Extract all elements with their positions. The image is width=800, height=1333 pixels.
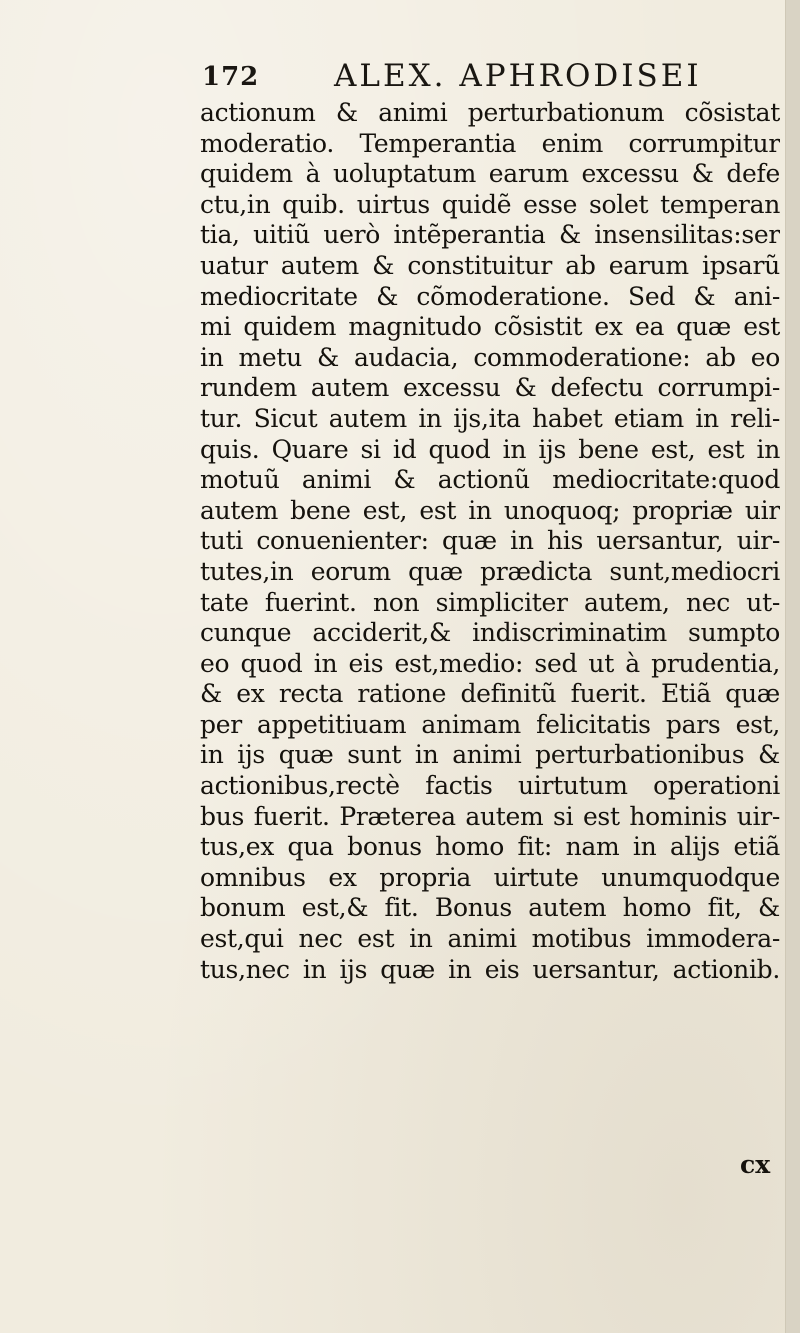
text-line: actionum & animi perturbationum cõsistat: [200, 98, 780, 127]
text-line: per appetitiuam animam felicitatis pars est,: [200, 709, 780, 739]
text-line: quis. Quare si id quod in ijs bene est, est in: [200, 434, 780, 464]
text-line: rundem autem excessu & defectu corrumpi-: [200, 373, 780, 403]
text-line: actionibus,rectè factis uirtutum operationi: [200, 771, 780, 801]
text-line: bus fuerit. Præterea autem si est hominis uir-: [200, 801, 780, 831]
text-line: tia, uitiũ uerò intẽperantia & insensilitas:ser: [200, 220, 780, 250]
text-line: tate fuerint. non simpliciter autem, nec ut-: [200, 587, 780, 617]
page-edge: [785, 0, 800, 1333]
text-line: cunque acciderit,& indiscriminatim sumpto: [200, 618, 780, 648]
text-line: omnibus ex propria uirtute unumquodque: [200, 862, 780, 892]
running-head: ALEX. APHRODISEI: [334, 58, 702, 94]
text-line: quidem à uoluptatum earum excessu & defe: [200, 159, 780, 189]
text-line: motuũ animi & actionũ mediocritate:quod: [200, 465, 780, 495]
folio-number: 172: [202, 62, 260, 92]
text-line: tur. Sicut autem in ijs,ita habet etiam in reli-: [200, 403, 780, 433]
text-line: bonum est,& fit. Bonus autem homo fit, &: [200, 893, 780, 923]
text-line: tus,nec in ijs quæ in eis uersantur, actionib.: [200, 954, 780, 984]
text-line: in metu & audacia, commoderatione: ab eo: [200, 342, 780, 372]
text-line: tuti conuenienter: quæ in his uersantur, uir-: [200, 526, 780, 556]
text-line: autem bene est, est in unoquoq; propriæ uir: [200, 495, 780, 525]
text-line: uatur autem & constituitur ab earum ipsarũ: [200, 250, 780, 280]
text-line: ctu,in quib. uirtus quidẽ esse solet temperan: [200, 189, 780, 219]
text-line: tutes,in eorum quæ prædicta sunt,mediocri: [200, 556, 780, 586]
text-line: mi quidem magnitudo cõsistit ex ea quæ est: [200, 312, 780, 342]
text-line: eo quod in eis est,medio: sed ut à prudentia,: [200, 648, 780, 678]
text-line: est,qui nec est in animi motibus immodera-: [200, 924, 780, 954]
text-line: tus,ex qua bonus homo fit: nam in alijs etiã: [200, 832, 780, 862]
text-line: mediocritate & cõmoderatione. Sed & ani-: [200, 281, 780, 311]
catchword: cx: [740, 1150, 771, 1179]
body-text: [200, 98, 780, 985]
page-header: [202, 58, 782, 98]
text-line: in ijs quæ sunt in animi perturbationibus &: [200, 740, 780, 770]
text-line: & ex recta ratione definitũ fuerit. Etiã quæ: [200, 679, 780, 709]
text-line: moderatio. Temperantia enim corrumpitur: [200, 128, 780, 158]
